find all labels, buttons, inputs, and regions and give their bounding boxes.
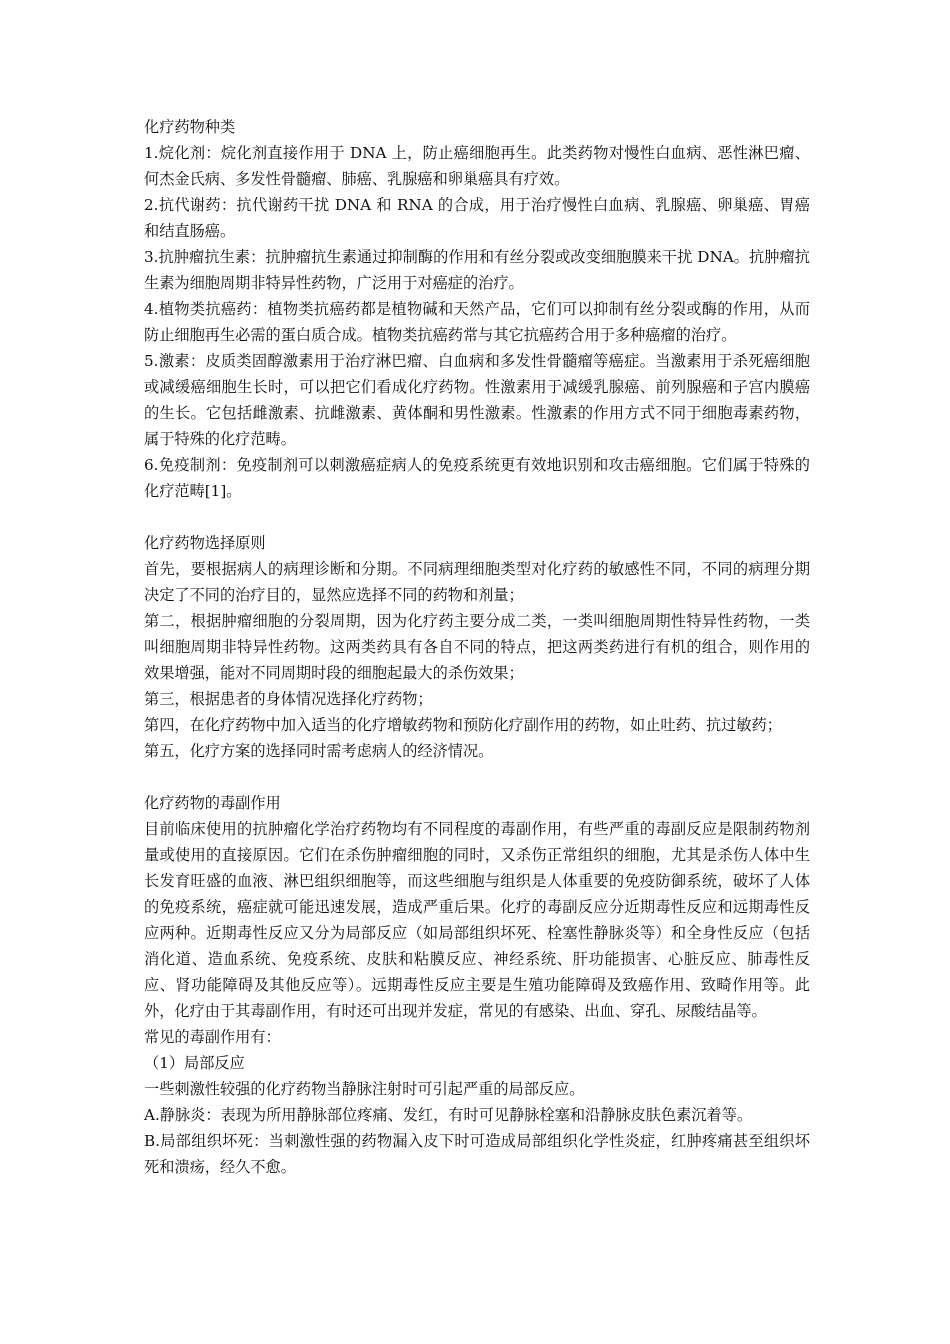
paragraph: B.局部组织坏死：当刺激性强的药物漏入皮下时可造成局部组织化学性炎症，红肿疼痛甚至组织坏死和溃疡，经久不愈。 xyxy=(144,1132,810,1176)
section-heading: 化疗药物的毒副作用 xyxy=(144,794,281,812)
section-heading: 化疗药物选择原则 xyxy=(144,534,266,552)
section-heading: 化疗药物种类 xyxy=(144,118,236,136)
paragraph: 第五，化疗方案的选择同时需考虑病人的经济情况。 xyxy=(144,742,494,760)
section-side-effects xyxy=(144,790,810,1180)
paragraph: 第四，在化疗药物中加入适当的化疗增敏药物和预防化疗副作用的药物，如止吐药、抗过敏药； xyxy=(144,716,782,734)
paragraph: 目前临床使用的抗肿瘤化学治疗药物均有不同程度的毒副作用，有些严重的毒副反应是限制药物剂量或使用的直接原因。它们在杀伤肿瘤细胞的同时，又杀伤正常组织的细胞，尤其是杀伤人体中生长发育旺盛的血液、淋巴组织细胞等，而这些细胞与组织是人体重要的免疫防御系统，破坏了人体的免疫系统，癌症就可能迅速发展，造成严重后果。化疗的毒副反应分近期毒性反应和远期毒性反应两种。近期毒性反应又分为局部反应（如局部组织坏死、栓塞性静脉炎等）和全身性反应（包括消化道、造血系统、免疫系统、皮肤和粘膜反应、神经系统、肝功能损害、心脏反应、肺毒性反应、肾功能障碍及其他反应等）。远期毒性反应主要是生殖功能障碍及致癌作用、致畸作用等。此外，化疗由于其毒副作用，有时还可出现并发症，常见的有感染、出血、穿孔、尿酸结晶等。 xyxy=(144,820,810,1020)
paragraph: 第二，根据肿瘤细胞的分裂周期，因为化疗药主要分成二类，一类叫细胞周期性特异性药物，一类叫细胞周期非特异性药物。这两类药具有各自不同的特点，把这两类药进行有机的组合，则作用的效果增强，能对不同周期时段的细胞起最大的杀伤效果； xyxy=(144,612,810,682)
paragraph: 首先，要根据病人的病理诊断和分期。不同病理细胞类型对化疗药的敏感性不同，不同的病理分期决定了不同的治疗目的，显然应选择不同的药物和剂量； xyxy=(144,560,810,604)
paragraph: 常见的毒副作用有： xyxy=(144,1028,281,1046)
paragraph: 一些刺激性较强的化疗药物当静脉注射时可引起严重的局部反应。 xyxy=(144,1080,585,1098)
paragraph: 第三，根据患者的身体情况选择化疗药物； xyxy=(144,690,433,708)
section-drug-types xyxy=(144,114,810,504)
document-page xyxy=(144,114,810,1180)
paragraph: 6.免疫制剂：免疫制剂可以刺激癌症病人的免疫系统更有效地识别和攻击癌细胞。它们属于特殊的化疗范畴[1]。 xyxy=(144,456,810,500)
paragraph: 3.抗肿瘤抗生素：抗肿瘤抗生素通过抑制酶的作用和有丝分裂或改变细胞膜来干扰 DNA。抗肿瘤抗生素为细胞周期非特异性药物，广泛用于对癌症的治疗。 xyxy=(144,248,810,292)
paragraph: 4.植物类抗癌药：植物类抗癌药都是植物碱和天然产品，它们可以抑制有丝分裂或酶的作用，从而防止细胞再生必需的蛋白质合成。植物类抗癌药常与其它抗癌药合用于多种癌瘤的治疗。 xyxy=(144,300,810,344)
paragraph: 2.抗代谢药：抗代谢药干扰 DNA 和 RNA 的合成，用于治疗慢性白血病、乳腺癌、卵巢癌、胃癌和结直肠癌。 xyxy=(144,196,810,240)
paragraph: （1）局部反应 xyxy=(144,1054,245,1072)
paragraph: A.静脉炎：表现为所用静脉部位疼痛、发红，有时可见静脉栓塞和沿静脉皮肤色素沉着等。 xyxy=(144,1106,753,1124)
section-selection-principles xyxy=(144,530,810,764)
blank-line xyxy=(144,764,810,790)
paragraph: 1.烷化剂：烷化剂直接作用于 DNA 上，防止癌细胞再生。此类药物对慢性白血病、恶性淋巴瘤、何杰金氏病、多发性骨髓瘤、肺癌、乳腺癌和卵巢癌具有疗效。 xyxy=(144,144,810,188)
paragraph: 5.激素：皮质类固醇激素用于治疗淋巴瘤、白血病和多发性骨髓瘤等癌症。当激素用于杀死癌细胞或减缓癌细胞生长时，可以把它们看成化疗药物。性激素用于减缓乳腺癌、前列腺癌和子宫内膜癌的生长。它包括雌激素、抗雌激素、黄体酮和男性激素。性激素的作用方式不同于细胞毒素药物，属于特殊的化疗范畴。 xyxy=(144,352,810,448)
blank-line xyxy=(144,504,810,530)
